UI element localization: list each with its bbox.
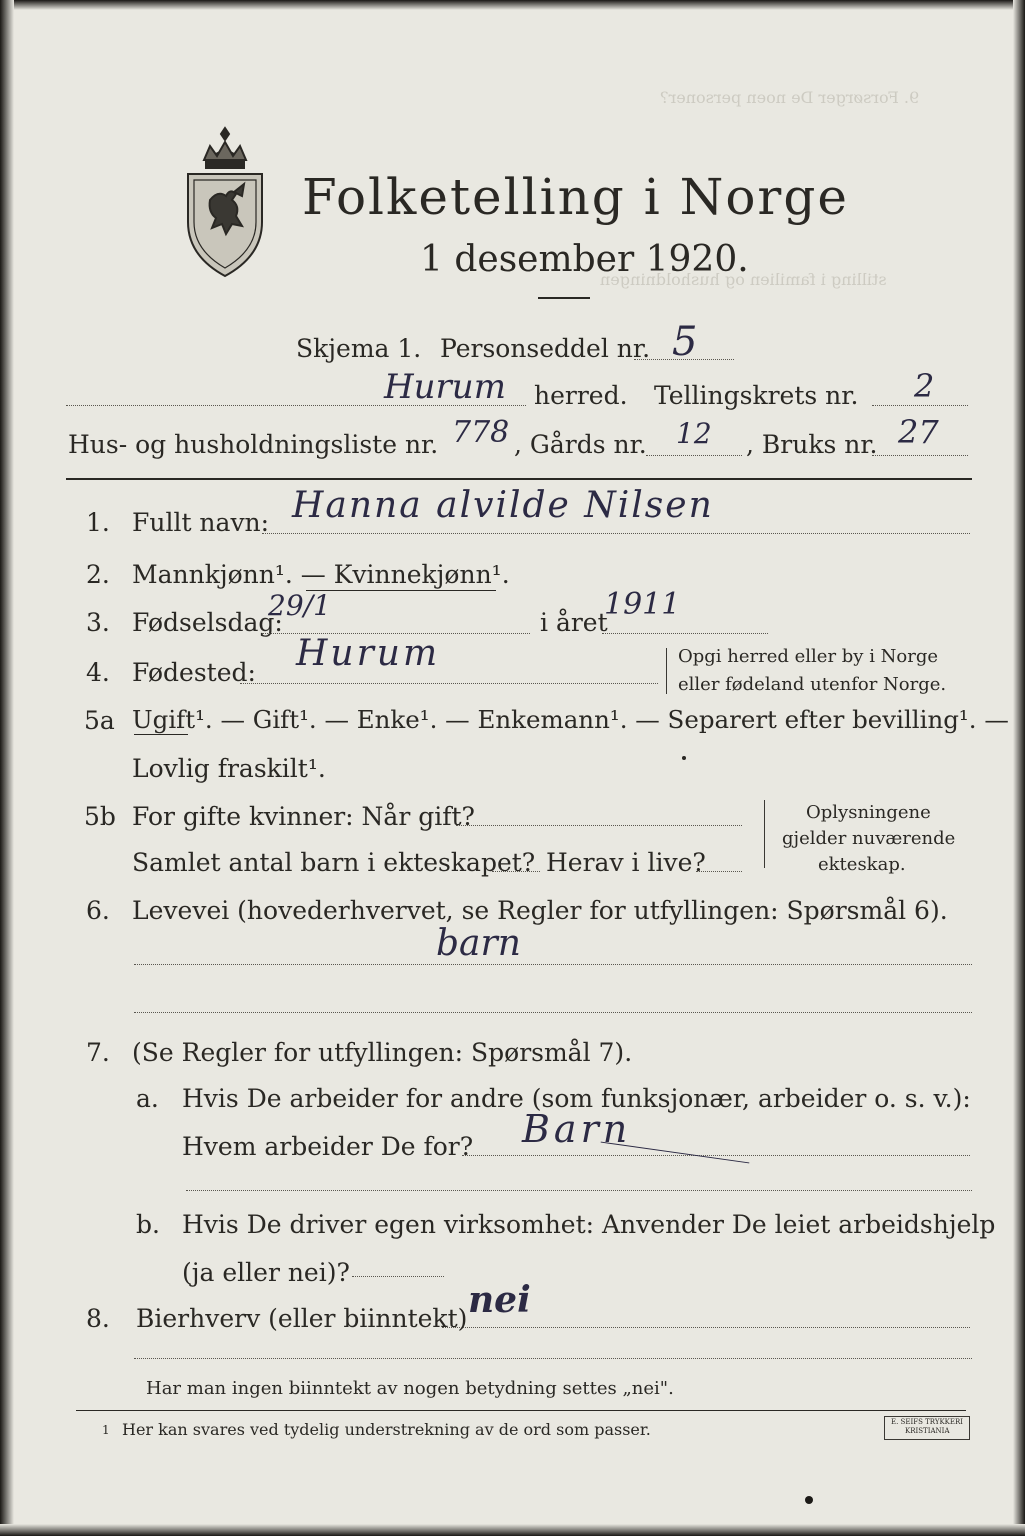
q1-number: 1. [86, 508, 110, 537]
q7b-line1: Hvis De driver egen virksomhet: Anvender De leiet arbeidshjelp [182, 1210, 996, 1239]
scan-edge-left [0, 0, 14, 1536]
q4-birthplace-value: Hurum [296, 633, 441, 674]
printer-stamp-line1: E. SEIFS TRYKKERI [891, 1418, 964, 1426]
q7b-letter: b. [136, 1210, 160, 1239]
footer-note: Har man ingen biinntekt av nogen betydning settes „nei". [146, 1378, 674, 1399]
q2-underline-kvinnekjonn [306, 590, 496, 591]
scan-edge-right [1013, 0, 1025, 1536]
printer-stamp-line2: KRISTIANIA [905, 1427, 950, 1435]
hus-value: 778 [452, 415, 510, 450]
q5b-note-brace [764, 800, 765, 868]
gards-value: 12 [676, 417, 712, 450]
q5b-married-when-field-line [456, 825, 742, 826]
gards-field-line [646, 455, 742, 456]
q1-field-line [262, 533, 970, 534]
q8-number: 8. [86, 1304, 110, 1333]
q7a-extra-field-line [186, 1190, 972, 1191]
q5a-marital-options-line2: Lovlig fraskilt¹. [132, 754, 326, 783]
q5b-alive-label: Herav i live? [546, 848, 706, 877]
footer-separator [76, 1410, 966, 1411]
herred-value: Hurum [384, 367, 506, 407]
q4-note-line1: Opgi herred eller by i Norge [678, 646, 939, 667]
q5b-children-label: Samlet antal barn i ekteskapet? [132, 848, 536, 877]
q8-label: Bierhverv (eller biinntekt) [136, 1304, 468, 1333]
tellingskrets-field-line [872, 405, 968, 406]
skjema-label: Skjema 1. [296, 334, 422, 363]
q8-field-line [442, 1327, 970, 1328]
q3-birthday-value: 29/1 [268, 589, 331, 622]
scan-edge-bottom [0, 1524, 1025, 1536]
tellingskrets-label: Tellingskrets nr. [654, 381, 859, 410]
q5b-children-field-line [492, 871, 540, 872]
page-title: Folketelling i Norge [302, 168, 849, 226]
q5a-number: 5a [84, 706, 115, 735]
q1-full-name-value: Hanna alvilde Nilsen [292, 485, 714, 526]
q5b-note-line1: Oplysningene [806, 802, 931, 823]
q4-label: Fødested: [132, 658, 256, 687]
q5b-number: 5b [84, 802, 116, 831]
norway-coat-of-arms-icon [180, 122, 270, 282]
q5b-alive-field-line [696, 871, 742, 872]
ink-dot [805, 1496, 813, 1504]
q6-field-line-1 [134, 964, 972, 965]
q7b-field-line [352, 1276, 444, 1277]
bruks-field-line [872, 455, 968, 456]
q7-number: 7. [86, 1038, 110, 1067]
q4-field-line [240, 683, 658, 684]
q5a-underline-ugift [134, 734, 188, 735]
q3-year-field-line [602, 633, 768, 634]
footnote-mark: 1 [102, 1423, 110, 1437]
tellingskrets-value: 2 [914, 367, 935, 405]
q2-sex-options: Mannkjønn¹. — Kvinnekjønn¹. [132, 560, 510, 589]
census-date: 1 desember 1920. [420, 239, 749, 280]
q6-occupation-value: barn [436, 923, 521, 964]
q8-extra-field-line [134, 1358, 972, 1359]
q7a-letter: a. [136, 1084, 159, 1113]
hus-label: Hus- og husholdningsliste nr. [68, 430, 439, 459]
personseddel-value: 5 [672, 319, 698, 365]
q7a-employer-field-line [462, 1155, 970, 1156]
q8-side-income-value: nei [468, 1279, 531, 1321]
bruks-label: , Bruks nr. [746, 430, 878, 459]
scan-edge-top [0, 0, 1025, 10]
q7a-employer-value: Barn [522, 1107, 632, 1151]
q7-label: (Se Regler for utfyllingen: Spørsmål 7). [132, 1038, 633, 1067]
q4-note-line2: eller fødeland utenfor Norge. [678, 674, 947, 695]
bruks-value: 27 [898, 413, 939, 451]
footnote-text: Her kan svares ved tydelig understrekning av de ord som passer. [122, 1420, 651, 1439]
q4-note-brace [666, 648, 667, 694]
q7a-strike-line [601, 1142, 750, 1164]
bleed-through-text: stilling i familien og husholdningen [600, 270, 887, 289]
q6-number: 6. [86, 896, 110, 925]
q1-label: Fullt navn: [132, 508, 270, 537]
q5b-note-line2: gjelder nuværende [782, 828, 956, 849]
q5b-married-when-label: For gifte kvinner: Når gift? [132, 802, 475, 831]
q2-number: 2. [86, 560, 110, 589]
printer-stamp [884, 1416, 970, 1440]
q3-year-label: i året [540, 608, 608, 637]
q7a-employer-label: Hvem arbeider De for? [182, 1132, 474, 1161]
q5b-note-line3: ekteskap. [818, 854, 906, 875]
bleed-through-text: 9. Forsørger De noen personer? [660, 88, 920, 107]
header-separator [66, 478, 972, 480]
title-divider [538, 297, 590, 299]
q3-label: Fødselsdag: [132, 608, 283, 637]
q3-year-value: 1911 [604, 587, 681, 622]
ink-dot [682, 756, 686, 760]
q5a-marital-options: Ugift¹. — Gift¹. — Enke¹. — Enkemann¹. — Separert efter bevilling¹. — [132, 705, 1009, 734]
q7b-hired-help-label: (ja eller nei)? [182, 1258, 350, 1287]
herred-label: herred. [534, 381, 628, 410]
q6-field-line-2 [134, 1012, 972, 1013]
q3-number: 3. [86, 608, 110, 637]
personseddel-label: Personseddel nr. [440, 334, 651, 363]
q4-number: 4. [86, 658, 110, 687]
gards-label: , Gårds nr. [514, 430, 647, 459]
q6-label: Levevei (hovederhvervet, se Regler for utfyllingen: Spørsmål 6). [132, 896, 948, 925]
q7a-line1: Hvis De arbeider for andre (som funksjonær, arbeider o. s. v.): [182, 1084, 971, 1113]
